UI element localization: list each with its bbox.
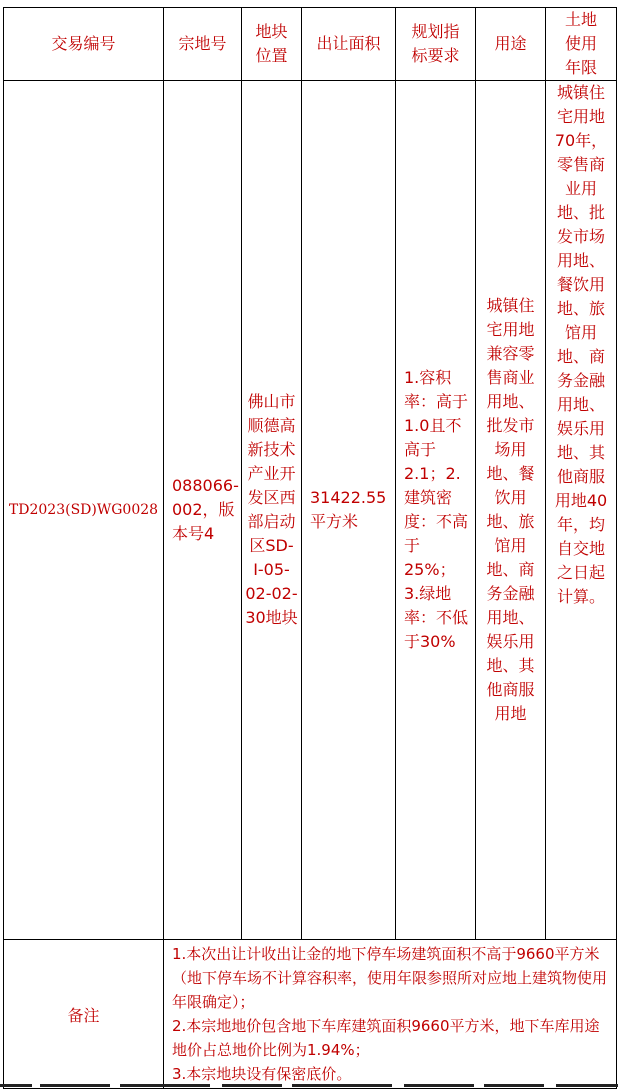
notes-row: [4, 940, 617, 1089]
land-transfer-table: [3, 7, 616, 1089]
header-planning: 规划指 标要求: [396, 8, 476, 81]
header-term: 土地 使用 年限: [546, 8, 617, 81]
cell-plot-no: 088066-002，版本号4: [164, 81, 242, 940]
cell-term: 城镇住宅用地70年，零售商业用地、批发市场用地、餐饮用地、旅馆用地、商务金融用地、娱乐用地、其他商服用地40年，均自交地之日起计算。: [546, 81, 617, 940]
note-line-1: 1.本次出让计收出让金的地下停车场建筑面积不高于9660平方米（地下停车场不计算容积率，使用年限参照所对应地上建筑物使用年限确定）；: [172, 945, 608, 1011]
cell-planning: 1.容积率：高于1.0且不高于2.1；2.建筑密度：不高于25%；3.绿地率：不低于30%: [396, 81, 476, 940]
land-table: [3, 7, 617, 1089]
header-usage: 用途: [476, 8, 546, 81]
header-location: 地块 位置: [242, 8, 302, 81]
note-line-2: 2.本宗地地价包含地下车库建筑面积9660平方米，地下车库用途地价占总地价比例为1.94%；: [172, 1017, 600, 1059]
header-code: 交易编号: [4, 8, 164, 81]
cell-usage: 城镇住宅用地兼容零售商业用地、批发市场用地、餐饮用地、旅馆用地、商务金融用地、娱乐用地、其他商服用地: [476, 81, 546, 940]
header-area: 出让面积: [302, 8, 396, 81]
cell-area: 31422.55平方米: [302, 81, 396, 940]
header-plot-no: 宗地号: [164, 8, 242, 81]
cropped-text-strip: [0, 1082, 621, 1090]
note-line-3: 3.本宗地块设有保密底价。: [172, 1065, 352, 1083]
cell-code: TD2023(SD)WG0028: [4, 81, 164, 940]
header-row: [4, 8, 617, 81]
notes-body: [164, 940, 617, 1089]
table-row: [4, 81, 617, 940]
cell-location: 佛山市顺德高新技术产业开发区西部启动区SD-I-05-02-02-30地块: [242, 81, 302, 940]
notes-label: 备注: [4, 940, 164, 1089]
